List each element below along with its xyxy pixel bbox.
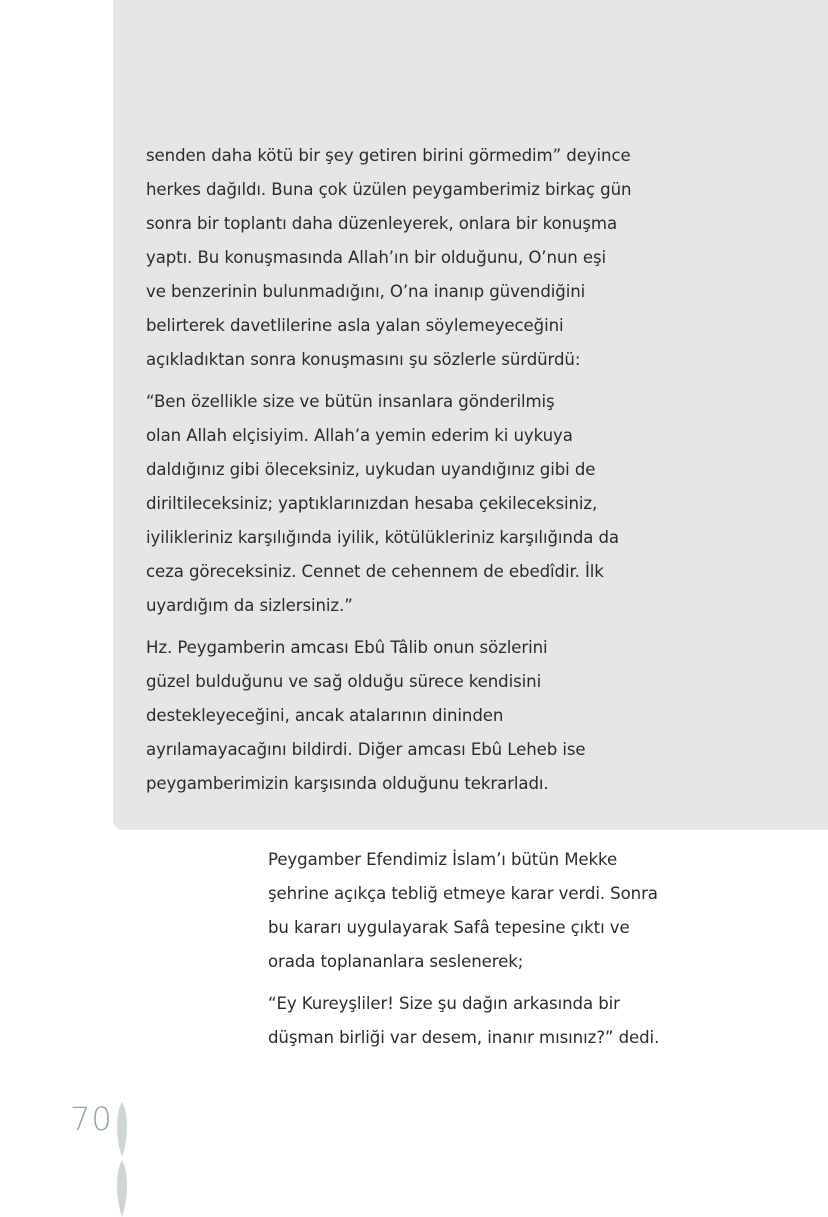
leaf-ornament-icon — [113, 1102, 131, 1217]
text-line: “Ben özellikle size ve bütün insanlara gönderilmiş — [146, 392, 555, 411]
panel-paragraph-3 — [146, 631, 646, 801]
text-line: herkes dağıldı. Buna çok üzülen peygamberimiz birkaç gün — [146, 180, 632, 199]
text-line: orada toplananlara seslenerek; — [268, 952, 524, 971]
text-line: ceza göreceksiniz. Cennet de cehennem de ebedîdir. İlk — [146, 562, 604, 581]
text-line: sonra bir toplantı daha düzenleyerek, onlara bir konuşma — [146, 214, 618, 233]
text-line: “Ey Kureyşliler! Size şu dağın arkasında bir — [268, 994, 620, 1013]
text-line: daldığınız gibi öleceksiniz, uykudan uyandığınız gibi de — [146, 460, 596, 479]
text-line: açıkladıktan sonra konuşmasını şu sözlerle sürdürdü: — [146, 350, 581, 369]
panel-paragraph-2 — [146, 385, 646, 623]
text-line: senden daha kötü bir şey getiren birini görmedim” deyince — [146, 146, 631, 165]
panel-paragraph-1 — [146, 139, 646, 377]
text-line: olan Allah elçisiyim. Allah’a yemin ederim ki uykuya — [146, 426, 573, 445]
text-line: destekleyeceğini, ancak atalarının dininden — [146, 706, 504, 725]
text-line: Hz. Peygamberin amcası Ebû Tâlib onun sözlerini — [146, 638, 548, 657]
text-line: iyilikleriniz karşılığında iyilik, kötülükleriniz karşılığında da — [146, 528, 619, 547]
text-line: şehrine açıkça tebliğ etmeye karar verdi. Sonra — [268, 884, 658, 903]
text-line: bu kararı uygulayarak Safâ tepesine çıktı ve — [268, 918, 630, 937]
panel-text-block — [146, 139, 646, 809]
text-line: düşman birliği var desem, inanır mısınız?” dedi. — [268, 1028, 660, 1047]
text-line: belirterek davetlilerine asla yalan söylemeyeceğini — [146, 316, 564, 335]
lower-text-block — [268, 843, 688, 1063]
page-number: 70 — [70, 1100, 113, 1138]
lower-paragraph-2 — [268, 987, 688, 1055]
text-line: Peygamber Efendimiz İslam’ı bütün Mekke — [268, 850, 618, 869]
text-line: yaptı. Bu konuşmasında Allah’ın bir olduğunu, O’nun eşi — [146, 248, 607, 267]
text-line: peygamberimizin karşısında olduğunu tekrarladı. — [146, 774, 549, 793]
text-line: ayrılamayacağını bildirdi. Diğer amcası Ebû Leheb ise — [146, 740, 586, 759]
text-line: uyardığım da sizlersiniz.” — [146, 596, 353, 615]
text-line: güzel bulduğunu ve sağ olduğu sürece kendisini — [146, 672, 542, 691]
text-line: diriltileceksiniz; yaptıklarınızdan hesaba çekileceksiniz, — [146, 494, 598, 513]
text-line: ve benzerinin bulunmadığını, O’na inanıp güvendiğini — [146, 282, 586, 301]
lower-paragraph-1 — [268, 843, 688, 979]
